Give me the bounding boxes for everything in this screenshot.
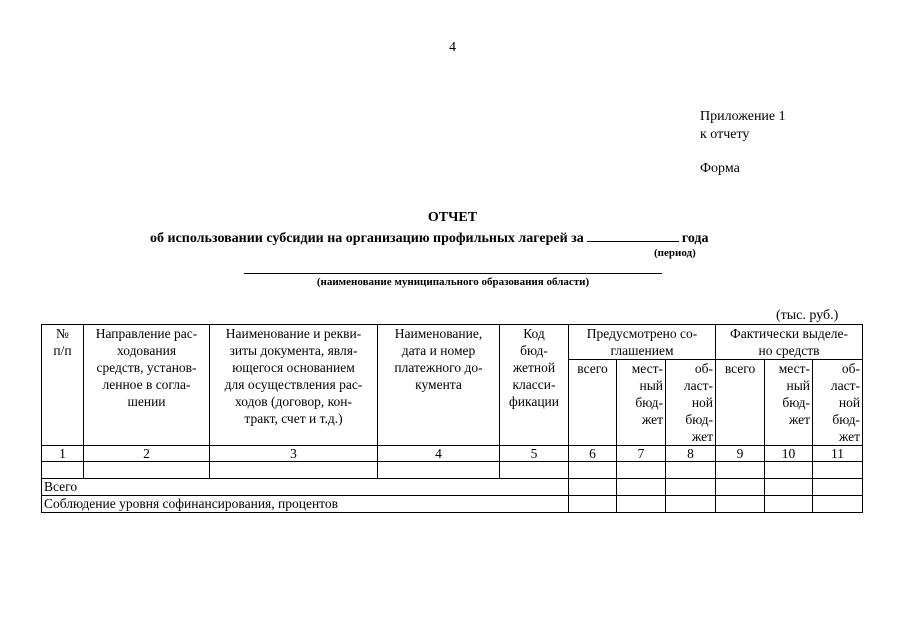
col-number: 6 (569, 446, 617, 462)
table-cell[interactable] (617, 462, 666, 479)
period-label: (период) (654, 247, 696, 259)
header-num: № п/п (42, 325, 84, 446)
table-cell[interactable] (617, 496, 666, 513)
header-planned-total: всего (569, 360, 617, 446)
col-number: 2 (84, 446, 210, 462)
header-row-1 (42, 325, 863, 360)
table-cell[interactable] (716, 479, 765, 496)
table-cell[interactable] (666, 496, 716, 513)
total-row (42, 479, 863, 496)
table-cell[interactable] (569, 479, 617, 496)
table-cell[interactable] (765, 496, 813, 513)
units-label: (тыс. руб.) (776, 308, 839, 323)
table-cell[interactable] (569, 462, 617, 479)
col-number: 10 (765, 446, 813, 462)
subtitle-year: года (681, 231, 709, 246)
appendix-line2: к отчету (700, 127, 750, 142)
header-actual-regional: об- ласт- ной бюд- жет (813, 360, 863, 446)
table-cell[interactable] (617, 479, 666, 496)
municipality-line (244, 273, 662, 274)
col-number: 1 (42, 446, 84, 462)
table-cell[interactable] (813, 496, 863, 513)
table-cell[interactable] (666, 479, 716, 496)
table-cell[interactable] (42, 462, 84, 479)
appendix-line1: Приложение 1 (700, 109, 786, 124)
table-cell[interactable] (813, 462, 863, 479)
cofinancing-label: Соблюдение уровня софинансирования, процентов (42, 496, 569, 513)
table-cell[interactable] (765, 462, 813, 479)
table-cell[interactable] (84, 462, 210, 479)
subtitle-text: об использовании субсидии на организацию профильных лагерей за (150, 231, 584, 246)
form-label: Форма (700, 161, 740, 176)
total-label: Всего (42, 479, 569, 496)
report-title: ОТЧЕТ (427, 210, 478, 225)
header-planned-local: мест- ный бюд- жет (617, 360, 666, 446)
col-number: 11 (813, 446, 863, 462)
header-planned-regional: об- ласт- ной бюд- жет (666, 360, 716, 446)
table-cell[interactable] (569, 496, 617, 513)
header-document: Наименование и рекви- зиты документа, явля- ющегося основанием для осуществления рас- ходов (договор, кон- тракт, счет и т.д.) (210, 325, 378, 446)
cofinancing-row (42, 496, 863, 513)
column-number-row (42, 446, 863, 462)
table-cell[interactable] (500, 462, 569, 479)
col-number: 8 (666, 446, 716, 462)
header-planned: Предусмотрено со- глашением (569, 325, 716, 360)
header-actual: Фактически выделе- но средств (716, 325, 863, 360)
table-cell[interactable] (210, 462, 378, 479)
col-number: 9 (716, 446, 765, 462)
col-number: 7 (617, 446, 666, 462)
col-number: 4 (378, 446, 500, 462)
table-cell[interactable] (813, 479, 863, 496)
period-blank (587, 229, 679, 242)
col-number: 5 (500, 446, 569, 462)
report-table (41, 324, 863, 513)
report-subtitle (150, 229, 709, 247)
header-actual-local: мест- ный бюд- жет (765, 360, 813, 446)
header-budget-code: Код бюд- жетной класси- фикации (500, 325, 569, 446)
table-cell[interactable] (378, 462, 500, 479)
table-cell[interactable] (765, 479, 813, 496)
header-actual-total: всего (716, 360, 765, 446)
table-cell[interactable] (666, 462, 716, 479)
header-direction: Направление рас- ходования средств, установ- ленное в согла- шении (84, 325, 210, 446)
table-cell[interactable] (716, 462, 765, 479)
page-number: 4 (449, 40, 456, 55)
table-cell[interactable] (716, 496, 765, 513)
table-row (42, 462, 863, 479)
appendix-block (700, 108, 786, 178)
header-payment-doc: Наименование, дата и номер платежного до- кумента (378, 325, 500, 446)
municipality-label: (наименование муниципального образования области) (316, 276, 590, 288)
col-number: 3 (210, 446, 378, 462)
